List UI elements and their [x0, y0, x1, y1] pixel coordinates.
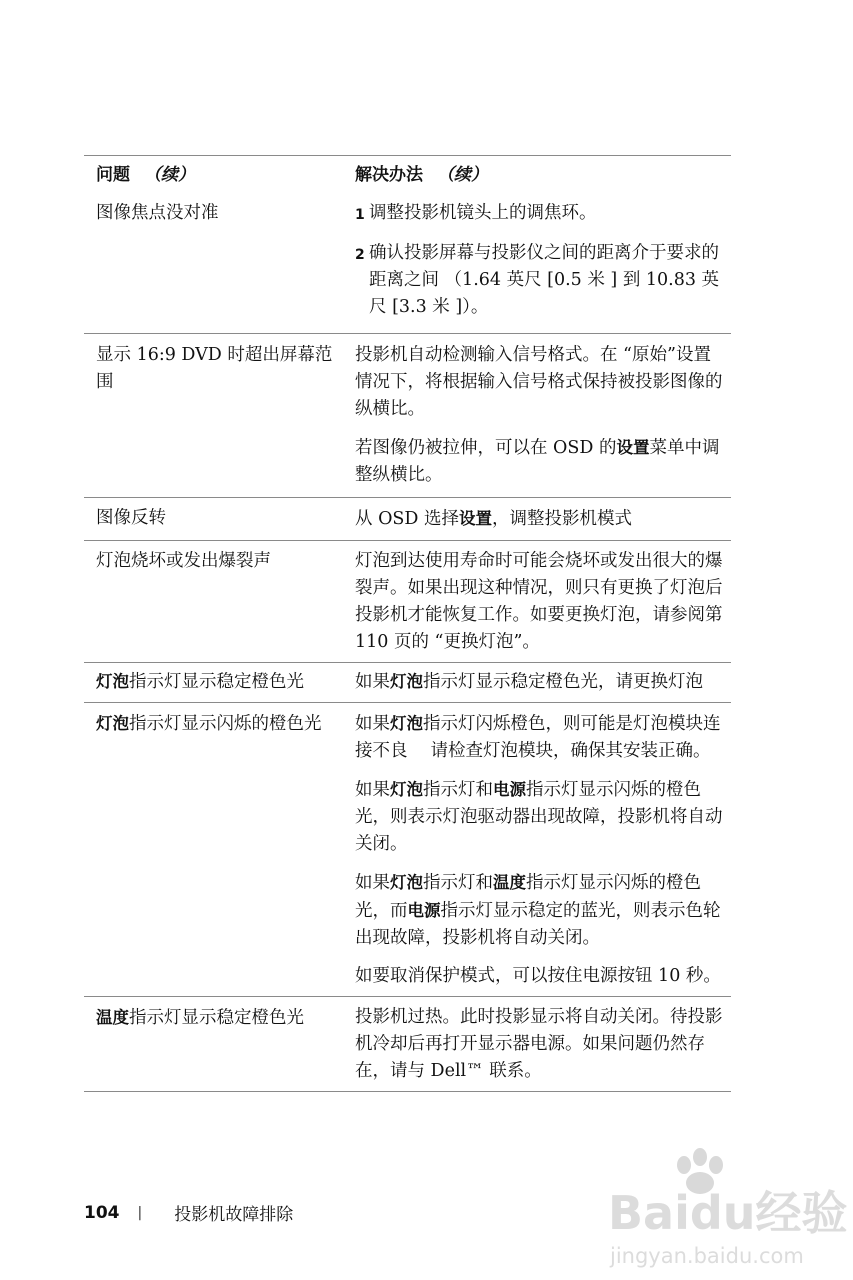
solution-cell	[344, 1004, 731, 1085]
problem-cell	[84, 200, 344, 321]
solution-step	[355, 240, 725, 321]
solution-step	[355, 200, 725, 229]
text-run: 如要取消保护模式，可以按住电源按钮 10 秒。	[355, 966, 721, 986]
page-footer	[84, 1200, 293, 1225]
watermark-logo-text: Baidu经验	[608, 1186, 848, 1240]
text-run: 若图像仍被拉伸，可以在 OSD 的	[355, 438, 617, 458]
text-run: 从 OSD 选择	[355, 509, 459, 529]
footer-section-title: 投影机故障排除	[174, 1205, 294, 1225]
solution-paragraph	[355, 869, 725, 952]
solution-cell	[344, 710, 731, 990]
text-run: 指示灯显示稳定的蓝光，则表示色轮出现故障，投影机将自动关闭。	[355, 901, 721, 948]
table-row	[84, 541, 731, 663]
text-run: 指示灯显示闪烁的橙色光，而	[355, 873, 701, 921]
solution-paragraph	[355, 342, 725, 423]
bold-term: 灯泡	[390, 780, 423, 799]
solution-paragraph	[355, 963, 725, 990]
solution-paragraph	[355, 1004, 725, 1085]
header-problem-cont: （续）	[144, 165, 195, 185]
solution-cell	[344, 505, 731, 533]
text-run: 指示灯显示稳定橙色光	[129, 672, 304, 692]
problem-cell	[84, 505, 344, 533]
text-run: 灯泡到达使用寿命时可能会烧坏或发出很大的爆裂声。如果出现这种情况，则只有更换了灯泡后投影机才能恢复工作。如要更换灯泡，请参阅第 110 页的 “更换灯泡”。	[355, 551, 723, 652]
table-row	[84, 334, 731, 498]
solution-paragraph	[355, 776, 725, 858]
text-run: 图像焦点没对准	[96, 203, 219, 223]
step-number: 2	[355, 247, 365, 263]
header-solution	[344, 164, 731, 194]
header-problem	[84, 164, 344, 194]
text-run: 指示灯和	[423, 780, 493, 800]
text-run: 指示灯闪烁橙色，则可能是灯泡模块连接不良 请检查灯泡模块，确保其安装正确。	[355, 714, 721, 761]
text-run: 投影机过热。此时投影显示将自动关闭。待投影机冷却后再打开显示器电源。如果问题仍然存在，请与 Dell™ 联系。	[355, 1007, 723, 1081]
step-text: 确认投影屏幕与投影仪之间的距离介于要求的距离之间 （1.64 英尺 [0.5 米 ] 到 10.83 英尺 [3.3 米 ]）。	[369, 243, 720, 317]
bold-term: 温度	[493, 873, 526, 892]
troubleshooting-table	[84, 155, 731, 1092]
baidu-jingyan-watermark	[600, 1145, 853, 1280]
text-run: 指示灯和	[423, 873, 493, 893]
table-body	[84, 194, 731, 1092]
text-run: 如果	[355, 780, 390, 800]
header-solution-cont: （续）	[437, 165, 488, 185]
text-run: ，调整投影机模式	[492, 509, 632, 529]
text-run: 图像反转	[96, 508, 166, 528]
problem-cell	[84, 342, 344, 489]
text-run: 指示灯显示闪烁的橙色光，则表示灯泡驱动器出现故障，投影机将自动关闭。	[355, 780, 723, 854]
bold-term: 设置	[459, 509, 492, 528]
bold-term: 灯泡	[96, 714, 129, 733]
table-row	[84, 663, 731, 703]
bold-term: 灯泡	[96, 672, 129, 691]
page-number: 104	[84, 1202, 120, 1223]
solution-paragraph	[355, 434, 725, 489]
text-run: 灯泡烧坏或发出爆裂声	[96, 551, 271, 571]
problem-cell	[84, 668, 344, 696]
table-row	[84, 703, 731, 997]
bold-term: 灯泡	[390, 714, 423, 733]
bold-term: 设置	[616, 438, 650, 457]
header-solution-label: 解决办法	[355, 165, 423, 185]
bold-term: 电源	[493, 780, 526, 799]
text-run: 指示灯显示闪烁的橙色光	[129, 714, 322, 734]
solution-cell	[344, 548, 731, 656]
text-run: 菜单中调整纵横比。	[355, 438, 720, 485]
bold-term: 温度	[96, 1008, 129, 1027]
problem-cell	[84, 1004, 344, 1085]
problem-cell	[84, 548, 344, 656]
watermark-url: jingyan.baidu.com	[610, 1244, 804, 1268]
problem-cell	[84, 710, 344, 990]
solution-cell	[344, 342, 731, 489]
bold-term: 灯泡	[390, 873, 423, 892]
step-number: 1	[355, 207, 365, 223]
text-run: 如果	[355, 873, 390, 893]
bold-term: 电源	[407, 901, 441, 920]
header-problem-label: 问题	[96, 165, 130, 185]
solution-paragraph	[355, 710, 725, 765]
solution-paragraph	[355, 668, 725, 696]
solution-cell	[344, 200, 731, 321]
table-row	[84, 194, 731, 334]
solution-paragraph	[355, 548, 725, 656]
solution-paragraph	[355, 505, 725, 533]
footer-separator: |	[137, 1204, 143, 1221]
text-run: 投影机自动检测输入信号格式。在 “原始”设置情况下，将根据输入信号格式保持被投影图像的纵横比。	[355, 345, 723, 419]
table-row	[84, 997, 731, 1092]
table-row	[84, 498, 731, 541]
text-run: 指示灯显示稳定橙色光，请更换灯泡	[423, 672, 703, 692]
text-run: 如果	[355, 714, 390, 734]
solution-cell	[344, 668, 731, 696]
step-text: 调整投影机镜头上的调焦环。	[369, 203, 597, 223]
table-header	[84, 156, 731, 194]
bold-term: 灯泡	[390, 672, 423, 691]
text-run: 显示 16:9 DVD 时超出屏幕范围	[96, 345, 333, 392]
text-run: 指示灯显示稳定橙色光	[129, 1008, 304, 1028]
text-run: 如果	[355, 672, 390, 692]
